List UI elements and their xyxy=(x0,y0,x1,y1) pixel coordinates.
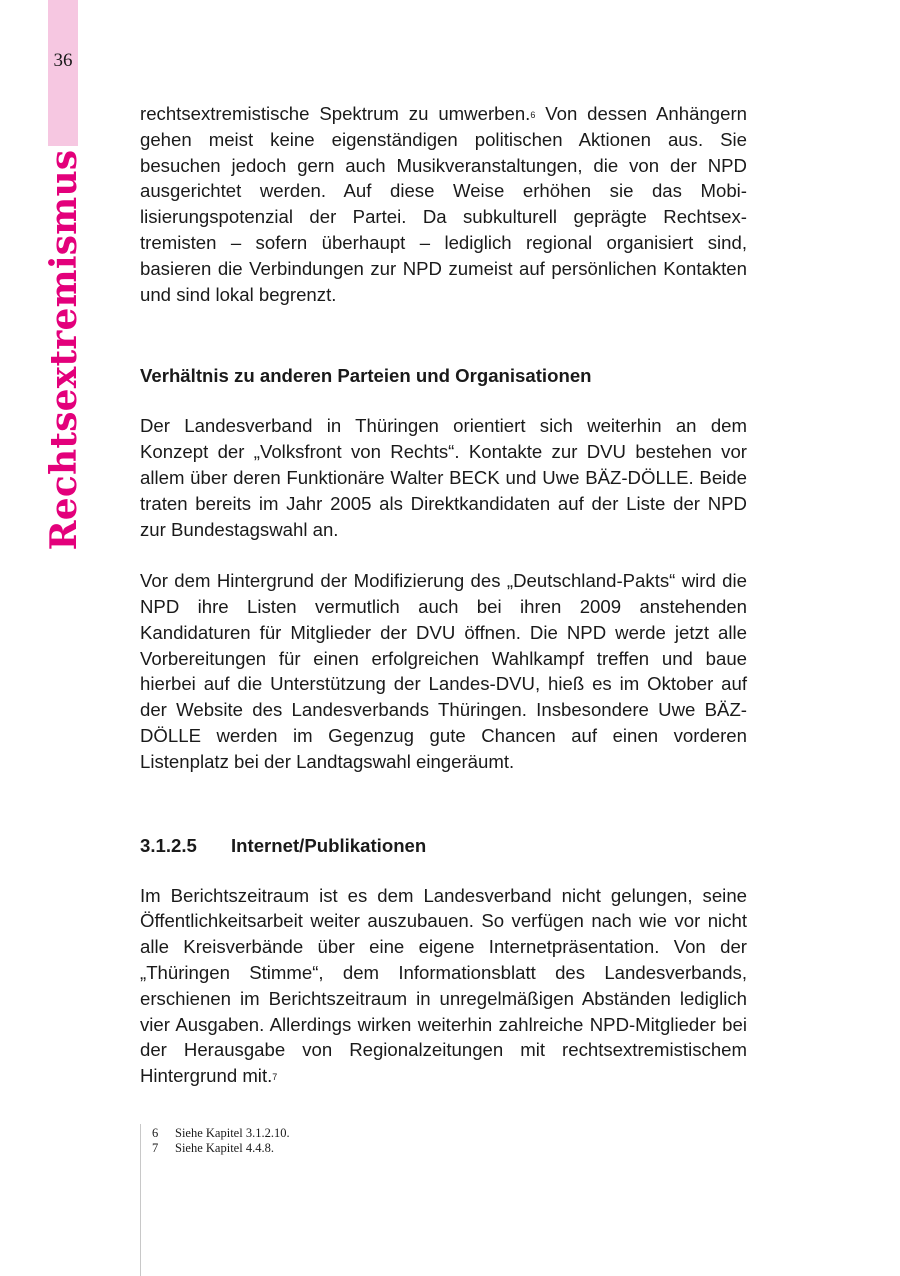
footnote-text: Siehe Kapitel 3.1.2.10. xyxy=(175,1126,290,1140)
section-heading-relations: Verhältnis zu anderen Parteien und Organisationen xyxy=(140,365,592,387)
footnote-rule xyxy=(140,1124,141,1276)
section-heading-internet xyxy=(140,833,747,859)
page-number: 36 xyxy=(53,50,73,71)
margin-color-band xyxy=(48,0,78,146)
main-content xyxy=(140,101,747,1089)
footnote-text: Siehe Kapitel 4.4.8. xyxy=(175,1141,274,1155)
paragraph-4 xyxy=(140,883,747,1089)
footnotes xyxy=(152,1126,290,1156)
paragraph-2: Der Landesverband in Thüringen orientiert sich weiterhin an dem Konzept der „Volksfront von Rechts“. Kontakte zur DVU bestehen vor allem über deren Funktionäre Walter BECK und Uwe BÄZ-DÖLLE. Beide traten bereits im Jahr 2005 als Direktkandidaten auf der Liste der NPD zur Bundestagswahl an. xyxy=(140,415,747,540)
paragraph-3: Vor dem Hintergrund der Modifizierung des „Deutschland-Pakts“ wird die NPD ihre Listen vermutlich auch bei ihren 2009 anstehenden Kandidaturen für Mitglieder der DVU öffnen. Die NPD werde jetzt alle Vorbereitungen für einen erfolgreichen Wahlkampf treffen und baue hierbei auf die Unterstützung der Landes-DVU, hieß es im Oktober auf der Website des Landesverbands Thüringen. Insbesondere Uwe BÄZ-DÖLLE werden im Gegenzug gute Chancen auf einen vorderen Listenplatz bei der Landtagswahl eingeräumt. xyxy=(140,570,747,772)
chapter-side-title: Rechtsextremismus xyxy=(43,149,85,551)
footnote-ref-6[interactable]: 6 xyxy=(530,110,536,120)
footnote-number: 7 xyxy=(152,1141,159,1155)
paragraph-1 xyxy=(140,101,747,307)
section-title: Internet/Publikationen xyxy=(231,834,427,856)
paragraph-4-text: Im Berichtszeitraum ist es dem Landesverband nicht gelungen, seine Öffentlichkeitsarbeit weiter auszubauen. So verfügen nach wie vor nicht alle Kreisverbände über eine eigene Internetpräsentation. Von der „Thüringen Stimme“, dem Informationsblatt des Landesverbands, erschienen im Berichtszeitraum in unregelmäßigen Abständen lediglich vier Ausgaben. Allerdings wirken weiterhin zahlreiche NPD-Mitglieder bei der Herausgabe von Regionalzeitungen mit rechtsextremistischem Hintergrund mit. xyxy=(140,884,747,1087)
footnote-number: 6 xyxy=(152,1126,159,1140)
footnote-item xyxy=(152,1141,290,1156)
section-number: 3.1.2.5 xyxy=(140,834,197,856)
footnote-ref-7[interactable]: 7 xyxy=(272,1072,278,1083)
paragraph-1-start: rechtsextremistische Spektrum zu umwerben. xyxy=(140,103,531,124)
paragraph-1-rest: Von dessen Anhängern gehen meist keine eigenständigen politischen Aktionen aus. Sie besuchen jedoch gern auch Musikveranstaltungen, die von der NPD ausgerichtet werden. Auf diese Weise erhöhen sie das Mobilisierungspotenzial der Partei. Da subkulturell geprägte Rechtsextremisten – sofern überhaupt – lediglich regional organisiert sind, basieren die Verbindungen zur NPD zumeist auf persönlichen Kontakten und sind lokal begrenzt. xyxy=(140,103,747,305)
footnote-item xyxy=(152,1126,290,1141)
